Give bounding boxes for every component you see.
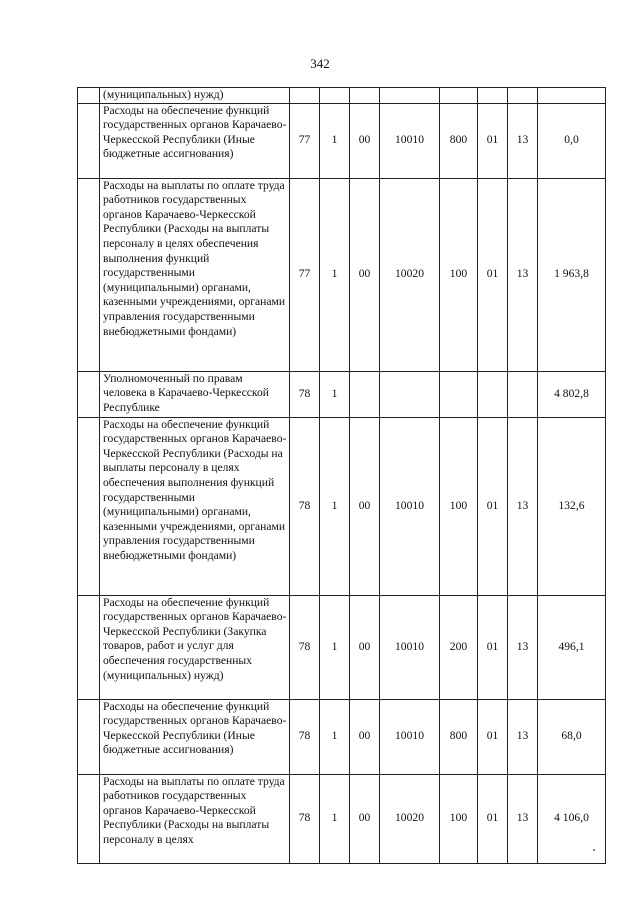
code-cell: 01 <box>478 595 508 699</box>
code-cell: 1 <box>320 595 350 699</box>
code-cell: 01 <box>478 103 508 178</box>
code-cell: 78 <box>290 417 320 595</box>
code-cell: 10010 <box>380 699 440 774</box>
code-cell: 13 <box>508 103 538 178</box>
page-number: 342 <box>310 56 330 71</box>
code-cell: 00 <box>350 774 380 863</box>
item-name: (муниципальных) нужд) <box>100 88 290 104</box>
code-cell: 1 <box>320 774 350 863</box>
amount-cell: 1 963,8 <box>538 178 606 371</box>
code-cell <box>508 371 538 417</box>
table-row <box>78 417 606 595</box>
code-cell: 78 <box>290 774 320 863</box>
code-cell: 800 <box>440 699 478 774</box>
row-number-cell <box>78 371 100 417</box>
amount-cell: 496,1 <box>538 595 606 699</box>
amount-cell: 4 106,0 <box>538 774 606 863</box>
code-cell <box>290 88 320 104</box>
code-cell: 77 <box>290 103 320 178</box>
table-row <box>78 595 606 699</box>
table-row <box>78 178 606 371</box>
budget-table <box>77 87 606 864</box>
table-row <box>78 371 606 417</box>
code-cell: 10010 <box>380 417 440 595</box>
code-cell: 10010 <box>380 595 440 699</box>
code-cell: 13 <box>508 774 538 863</box>
code-cell <box>440 88 478 104</box>
code-cell: 00 <box>350 417 380 595</box>
code-cell: 1 <box>320 699 350 774</box>
code-cell: 13 <box>508 595 538 699</box>
row-number-cell <box>78 699 100 774</box>
code-cell: 77 <box>290 178 320 371</box>
code-cell: 01 <box>478 178 508 371</box>
code-cell: 13 <box>508 178 538 371</box>
table-row <box>78 774 606 863</box>
code-cell: 00 <box>350 699 380 774</box>
row-number-cell <box>78 103 100 178</box>
code-cell: 800 <box>440 103 478 178</box>
code-cell <box>320 88 350 104</box>
code-cell: 00 <box>350 178 380 371</box>
row-number-cell <box>78 178 100 371</box>
code-cell <box>508 88 538 104</box>
table-row <box>78 88 606 104</box>
code-cell: 01 <box>478 699 508 774</box>
item-name: Расходы на обеспечение функций государственных органов Карачаево-Черкесской Республики (Закупка товаров, работ и услуг для обеспечения государственных (муниципальных) нужд) <box>100 595 290 699</box>
code-cell <box>380 88 440 104</box>
row-number-cell <box>78 88 100 104</box>
code-cell <box>350 88 380 104</box>
scan-speck <box>593 849 595 851</box>
code-cell: 1 <box>320 103 350 178</box>
code-cell: 100 <box>440 774 478 863</box>
code-cell: 1 <box>320 178 350 371</box>
item-name: Расходы на выплаты по оплате труда работников государственных органов Карачаево-Черкесской Республики (Расходы на выплаты персоналу в целях обеспечения выполнения функций государственными (муниципальными) органами, казенными учреждениями, органами управления государственными внебюджетными фондами) <box>100 178 290 371</box>
code-cell: 200 <box>440 595 478 699</box>
item-name: Расходы на обеспечение функций государственных органов Карачаево-Черкесской Республики (Иные бюджетные ассигнования) <box>100 699 290 774</box>
code-cell: 01 <box>478 774 508 863</box>
amount-cell <box>538 88 606 104</box>
table-row <box>78 103 606 178</box>
row-number-cell <box>78 417 100 595</box>
amount-cell: 68,0 <box>538 699 606 774</box>
code-cell: 78 <box>290 595 320 699</box>
code-cell: 78 <box>290 371 320 417</box>
code-cell: 01 <box>478 417 508 595</box>
item-name: Расходы на выплаты по оплате труда работников государственных органов Карачаево-Черкесской Республики (Расходы на выплаты персоналу в целях <box>100 774 290 863</box>
amount-cell: 4 802,8 <box>538 371 606 417</box>
item-name: Расходы на обеспечение функций государственных органов Карачаево-Черкесской Республики (Расходы на выплаты персоналу в целях обеспечения выполнения функций государственными (муниципальными) органами, казенными учреждениями, органами управления государственными внебюджетными фондами) <box>100 417 290 595</box>
code-cell: 1 <box>320 371 350 417</box>
code-cell <box>478 88 508 104</box>
row-number-cell <box>78 774 100 863</box>
code-cell <box>350 371 380 417</box>
code-cell: 13 <box>508 699 538 774</box>
table-body <box>78 88 606 864</box>
table-row <box>78 699 606 774</box>
item-name: Уполномоченный по правам человека в Карачаево-Черкесской Республике <box>100 371 290 417</box>
code-cell: 10020 <box>380 178 440 371</box>
amount-cell: 132,6 <box>538 417 606 595</box>
amount-cell: 0,0 <box>538 103 606 178</box>
code-cell <box>440 371 478 417</box>
code-cell: 10020 <box>380 774 440 863</box>
code-cell: 00 <box>350 595 380 699</box>
code-cell: 1 <box>320 417 350 595</box>
row-number-cell <box>78 595 100 699</box>
code-cell <box>380 371 440 417</box>
code-cell: 13 <box>508 417 538 595</box>
code-cell: 100 <box>440 417 478 595</box>
code-cell <box>478 371 508 417</box>
code-cell: 100 <box>440 178 478 371</box>
code-cell: 00 <box>350 103 380 178</box>
code-cell: 10010 <box>380 103 440 178</box>
code-cell: 78 <box>290 699 320 774</box>
item-name: Расходы на обеспечение функций государственных органов Карачаево-Черкесской Республики (Иные бюджетные ассигнования) <box>100 103 290 178</box>
